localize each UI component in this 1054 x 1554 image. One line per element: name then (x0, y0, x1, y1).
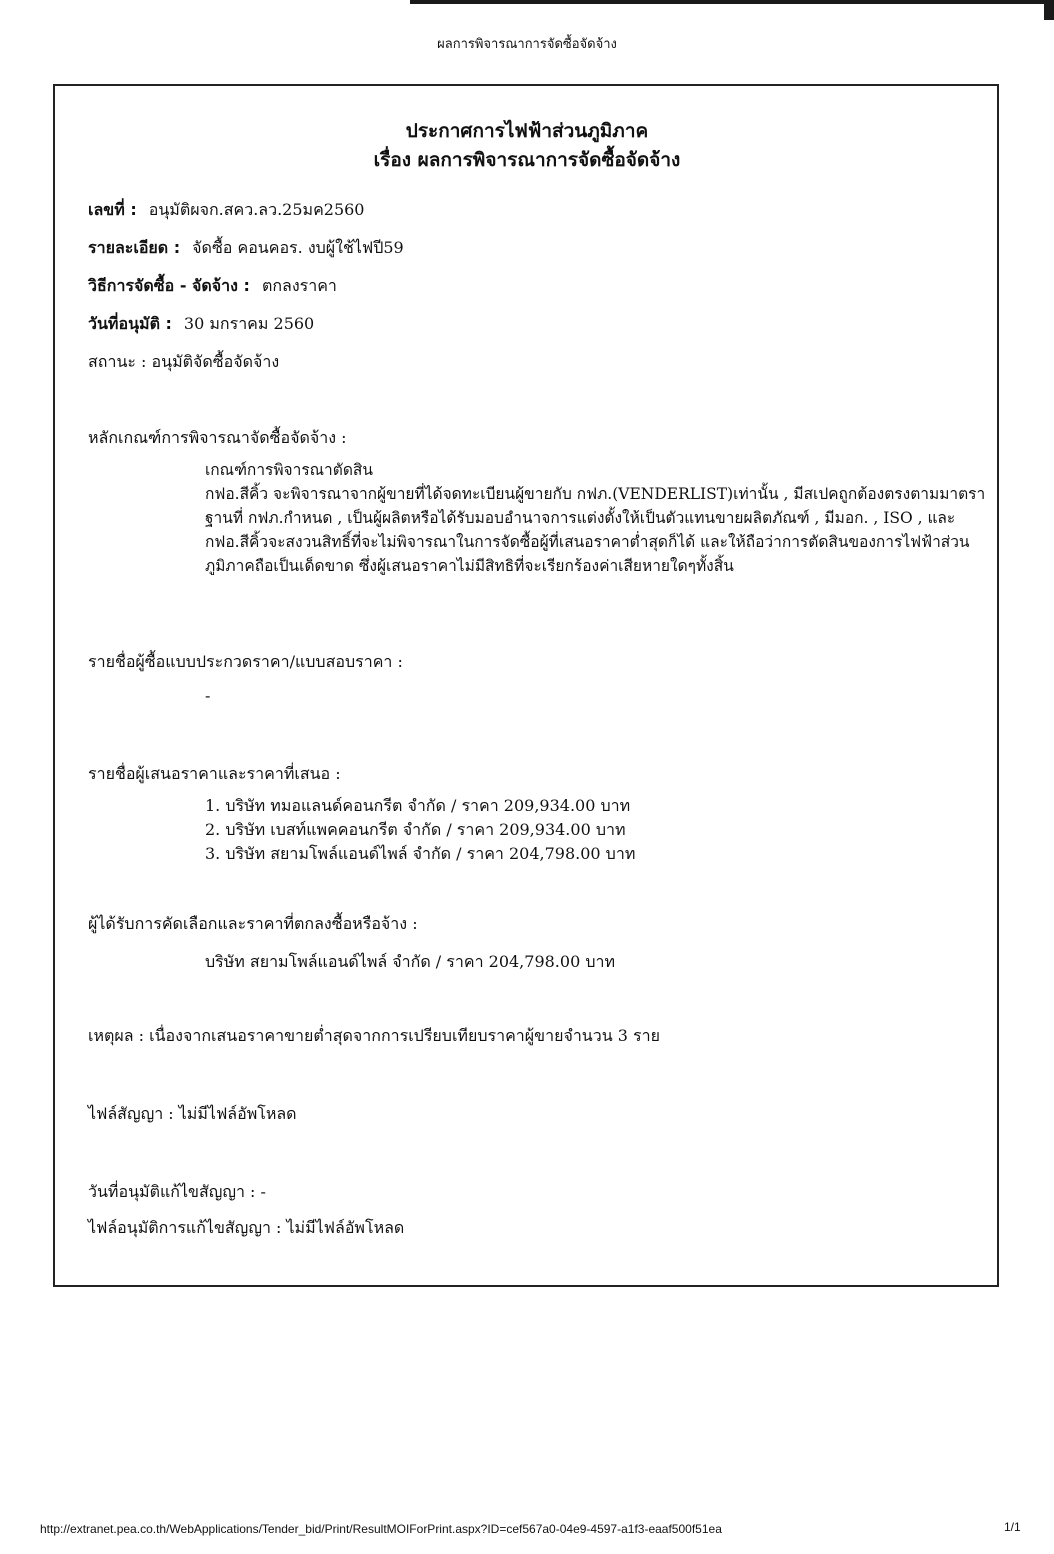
field-method-label: วิธีการจัดซื้อ - จัดจ้าง : (88, 276, 250, 295)
criteria-title: เกณฑ์การพิจารณาตัดสิน (205, 461, 373, 479)
field-approval-date-label: วันที่อนุมัติ : (88, 314, 172, 333)
selected-heading: ผู้ได้รับการคัดเลือกและราคาที่ตกลงซื้อหรือจ้าง : (88, 914, 418, 933)
field-number (88, 198, 364, 223)
field-number-value: อนุมัติผจก.สคว.ลว.25มค2560 (148, 200, 365, 219)
field-detail (88, 236, 404, 261)
field-status-label: สถานะ : (88, 352, 147, 371)
field-method-value: ตกลงราคา (261, 276, 337, 295)
header-caption: ผลการพิจารณาการจัดซื้อจัดจ้าง (437, 37, 617, 52)
buyers-value: - (205, 686, 211, 705)
field-method (88, 274, 337, 299)
field-approval-date-value: 30 มกราคม 2560 (183, 314, 315, 333)
bidder-item: 2. บริษัท เบสท์แพคคอนกรีต จำกัด / ราคา 209,934.00 บาท (205, 820, 626, 839)
field-status-value: อนุมัติจัดซื้อจัดจ้าง (151, 352, 280, 371)
buyers-heading: รายชื่อผู้ซื้อแบบประกวดราคา/แบบสอบราคา : (88, 652, 403, 671)
scan-edge-top (410, 0, 1054, 4)
scan-edge-right (1044, 0, 1054, 20)
bidders-heading: รายชื่อผู้เสนอราคาและราคาที่เสนอ : (88, 764, 341, 783)
criteria-heading: หลักเกณฑ์การพิจารณาจัดซื้อจัดจ้าง : (88, 428, 347, 447)
criteria-block (205, 458, 995, 578)
bidder-item: 1. บริษัท ทมอแลนด์คอนกรีต จำกัด / ราคา 209,934.00 บาท (205, 796, 631, 815)
criteria-body: กฟอ.สีคิ้ว จะพิจารณาจากผู้ขายที่ได้จดทะเบียนผู้ขายกับ กฟภ.(VENDERLIST)เท่านั้น , มีสเปคถูกต้องตรงตามมาตราฐานที่ กฟภ.กำหนด , เป็นผู้ผลิตหรือได้รับมอบอำนาจการแต่งตั้งให้เป็นตัวแทนขายผลิตภัณฑ์ , มีมอก. , ISO , และกฟอ.สีคิ้วจะสงวนสิทธิ์ที่จะไม่พิจารณาในการจัดซื้อผู้ที่เสนอราคาต่ำสุดก็ได้ และให้ถือว่าการตัดสินของการไฟฟ้าส่วนภูมิภาคถือเป็นเด็ดขาด ซึ่งผู้เสนอราคาไม่มีสิทธิที่จะเรียกร้องค่าเสียหายใดๆทั้งสิ้น (205, 485, 986, 575)
bidder-item: 3. บริษัท สยามโพล์แอนด์ไพล์ จำกัด / ราคา 204,798.00 บาท (205, 844, 636, 863)
field-detail-label: รายละเอียด : (88, 238, 181, 257)
field-detail-value: จัดซื้อ คอนคอร. งบผู้ใช้ไฟปี59 (192, 238, 404, 257)
announcement-subject: เรื่อง ผลการพิจารณาการจัดซื้อจัดจ้าง (373, 149, 681, 171)
contract-file-text: ไฟล์สัญญา : ไม่มีไฟล์อัพโหลด (88, 1104, 297, 1123)
announcement-title: ประกาศการไฟฟ้าส่วนภูมิภาค (405, 120, 649, 142)
footer-url: http://extranet.pea.co.th/WebApplications/Tender_bid/Print/ResultMOIForPrint.aspx?ID=cef567a0-04e9-4597-a1f3-eaaf500f51ea (40, 1522, 722, 1536)
reason-text: เหตุผล : เนื่องจากเสนอราคาขายต่ำสุดจากการเปรียบเทียบราคาผู้ขายจำนวน 3 ราย (88, 1026, 660, 1045)
selected-value: บริษัท สยามโพล์แอนด์ไพล์ จำกัด / ราคา 204,798.00 บาท (205, 952, 616, 971)
footer-page-number: 1/1 (1004, 1520, 1021, 1534)
field-approval-date (88, 312, 314, 337)
amend-date-text: วันที่อนุมัติแก้ไขสัญญา : - (88, 1182, 266, 1201)
amend-file-text: ไฟล์อนุมัติการแก้ไขสัญญา : ไม่มีไฟล์อัพโหลด (88, 1218, 405, 1237)
field-status (88, 350, 279, 375)
field-number-label: เลขที่ : (88, 200, 137, 219)
